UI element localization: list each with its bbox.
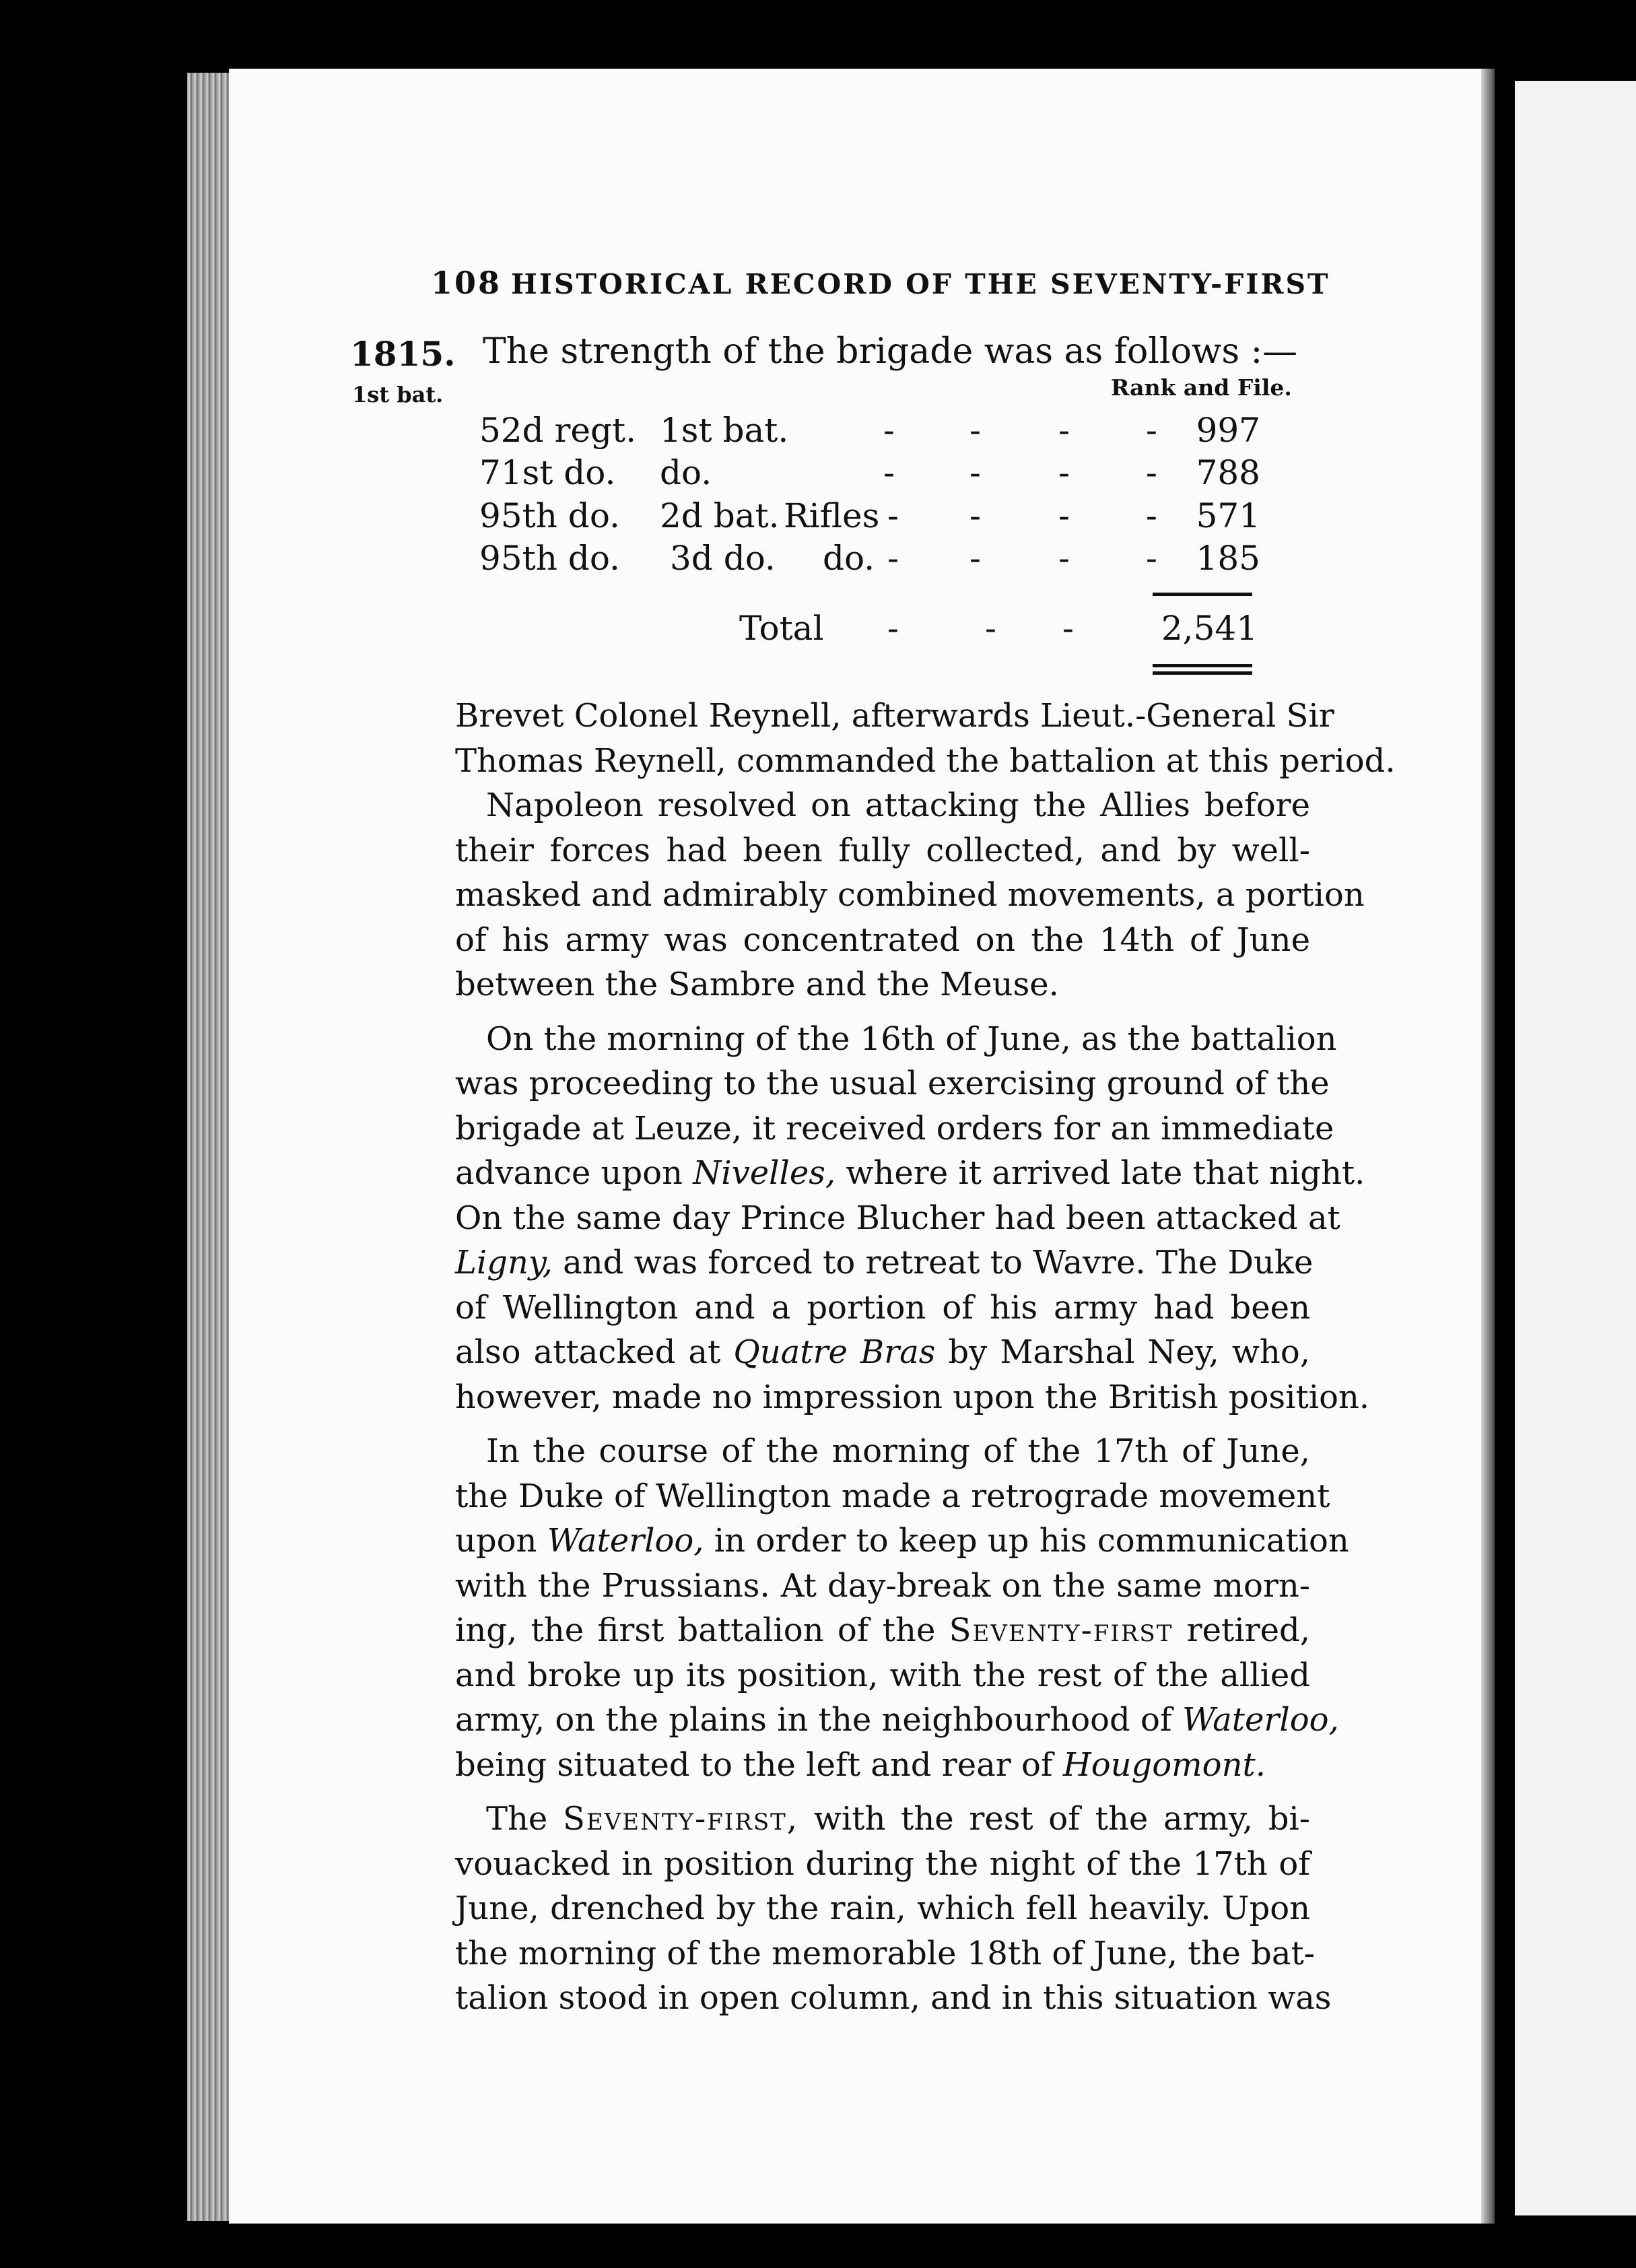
text-span: upon xyxy=(455,1522,547,1560)
regiment-name: Seventy-first, xyxy=(563,1800,799,1838)
text-line: talion stood in open column, and in this situation was xyxy=(455,1979,1332,2017)
number-cell: 997 xyxy=(1196,411,1260,450)
text-line: masked and admirably combined movements, a portion xyxy=(455,876,1365,914)
page-gutter-shadow xyxy=(1481,69,1495,2224)
text-line: and broke up its position, with the rest of the allied xyxy=(455,1656,1310,1694)
regiment-cell: 52d regt. xyxy=(479,411,637,450)
text-line xyxy=(455,1151,1365,1196)
number-cell: 571 xyxy=(1196,496,1260,535)
text-line xyxy=(455,1519,1349,1564)
leader-dash: - xyxy=(1146,539,1157,578)
running-title: HISTORICAL RECORD OF THE SEVENTY-FIRST xyxy=(511,268,1330,300)
leader-dash: - xyxy=(969,496,981,535)
text-line: June, drenched by the rain, which fell heavily. Upon xyxy=(455,1890,1310,1927)
leader-dash: - xyxy=(1058,411,1070,450)
table-row xyxy=(479,496,1260,538)
number-cell: 788 xyxy=(1196,453,1260,492)
leader-dash: - xyxy=(1058,496,1070,535)
text-span: with the rest of the army, bi- xyxy=(798,1800,1311,1838)
text-line xyxy=(455,1240,1314,1286)
leader-dash: - xyxy=(1058,539,1070,578)
leader-dash: - xyxy=(1146,453,1157,492)
place-name: Waterloo, xyxy=(1182,1701,1339,1739)
regiment-cell: 95th do. xyxy=(479,496,620,535)
battalion-cell: 3d do. xyxy=(670,539,776,578)
number-cell: 185 xyxy=(1196,539,1260,578)
text-line: Napoleon resolved on attacking the Allies before xyxy=(486,787,1310,824)
text-span: in order to keep up his communication xyxy=(704,1522,1349,1560)
text-line: In the course of the morning of the 17th of June, xyxy=(486,1432,1310,1470)
regiment-cell: 71st do. xyxy=(479,453,616,492)
margin-note: 1st bat. xyxy=(352,382,444,407)
text-line: Thomas Reynell, commanded the battalion at this period. xyxy=(455,741,1396,780)
leader-dash: - xyxy=(1146,496,1157,535)
leader-dash: - xyxy=(1058,453,1070,492)
battalion-cell: 1st bat. xyxy=(660,411,789,450)
text-span: and was forced to retreat to Wavre. The Duke xyxy=(552,1244,1314,1281)
table-row xyxy=(479,411,1260,453)
text-line: brigade at Leuze, it received orders for an immediate xyxy=(455,1109,1334,1147)
text-span: army, on the plains in the neighbourhood of xyxy=(455,1701,1182,1739)
text-line: Brevet Colonel Reynell, afterwards Lieut.-General Sir xyxy=(455,697,1334,735)
place-name: Nivelles, xyxy=(693,1154,836,1192)
leader-dash: - xyxy=(969,453,981,492)
table-intro: The strength of the brigade was as follows :— xyxy=(483,331,1298,372)
text-line: however, made no impression upon the British position. xyxy=(455,1378,1370,1416)
regiment-name: Seventy-first xyxy=(949,1611,1173,1649)
leader-dash: - xyxy=(883,453,895,492)
text-span: where it arrived late that night. xyxy=(836,1154,1365,1192)
text-span: by Marshal Ney, who, xyxy=(935,1333,1310,1371)
leader-dash: - xyxy=(1062,609,1074,648)
text-line xyxy=(455,1330,1310,1375)
place-name: Waterloo, xyxy=(547,1522,704,1560)
leader-dash: - xyxy=(887,539,899,578)
text-line: the morning of the memorable 18th of June, the bat- xyxy=(455,1934,1315,1972)
text-line: of Wellington and a portion of his army had been xyxy=(455,1288,1310,1327)
text-line: with the Prussians. At day-break on the same morn- xyxy=(455,1566,1310,1605)
place-name: Hougomont. xyxy=(1062,1745,1266,1784)
place-name: Quatre Bras xyxy=(733,1333,936,1371)
total-double-rule xyxy=(1153,664,1252,675)
text-line: was proceeding to the usual exercising ground of the xyxy=(455,1065,1330,1102)
margin-year: 1815. xyxy=(350,334,456,374)
leader-dash: - xyxy=(969,539,981,578)
table-row xyxy=(479,453,1260,495)
total-value: 2,541 xyxy=(1161,609,1258,648)
leader-dash: - xyxy=(985,609,996,648)
battalion-cell: 2d bat. xyxy=(660,496,780,535)
text-span: The xyxy=(486,1800,564,1838)
total-label: Total xyxy=(739,609,824,648)
text-line: of his army was concentrated on the 14th of June xyxy=(455,921,1310,959)
text-span: also attacked at xyxy=(455,1333,734,1371)
leader-dash: - xyxy=(1146,411,1157,450)
text-line xyxy=(455,1698,1339,1743)
running-head xyxy=(431,265,1330,301)
text-span: retired, xyxy=(1173,1611,1310,1649)
text-span: ing, the first battalion of the xyxy=(455,1611,949,1649)
leader-dash: - xyxy=(887,496,899,535)
total-row xyxy=(739,609,1258,651)
adjacent-page xyxy=(1515,81,1636,2215)
text-line: the Duke of Wellington made a retrograde movement xyxy=(455,1477,1330,1515)
regiment-cell: 95th do. xyxy=(479,539,620,578)
leader-dash: - xyxy=(883,411,895,450)
type-cell: do. xyxy=(823,539,875,578)
table-row xyxy=(479,539,1260,580)
text-line: On the same day Prince Blucher had been attacked at xyxy=(455,1199,1340,1237)
text-span: advance upon xyxy=(455,1154,693,1192)
type-cell: Rifles xyxy=(784,496,880,535)
battalion-cell: do. xyxy=(660,453,712,492)
page-number: 108 xyxy=(431,265,502,301)
page-edge-left xyxy=(187,73,234,2221)
text-line xyxy=(455,1797,1310,1842)
leader-dash: - xyxy=(887,609,899,648)
leader-dash: - xyxy=(969,411,981,450)
text-line xyxy=(455,1743,1396,1788)
text-line: vouacked in position during the night of the 17th of xyxy=(455,1844,1310,1883)
place-name: Ligny, xyxy=(455,1244,553,1281)
body-text xyxy=(455,694,1396,2021)
text-line: between the Sambre and the Meuse. xyxy=(455,966,1059,1003)
sum-rule xyxy=(1153,593,1252,596)
text-line: On the morning of the 16th of June, as the battalion xyxy=(486,1020,1337,1058)
text-span: being situated to the left and rear of xyxy=(455,1745,1063,1784)
column-header: Rank and File. xyxy=(1111,374,1292,401)
text-line: their forces had been fully collected, and by well- xyxy=(455,831,1310,869)
text-line xyxy=(455,1608,1310,1653)
